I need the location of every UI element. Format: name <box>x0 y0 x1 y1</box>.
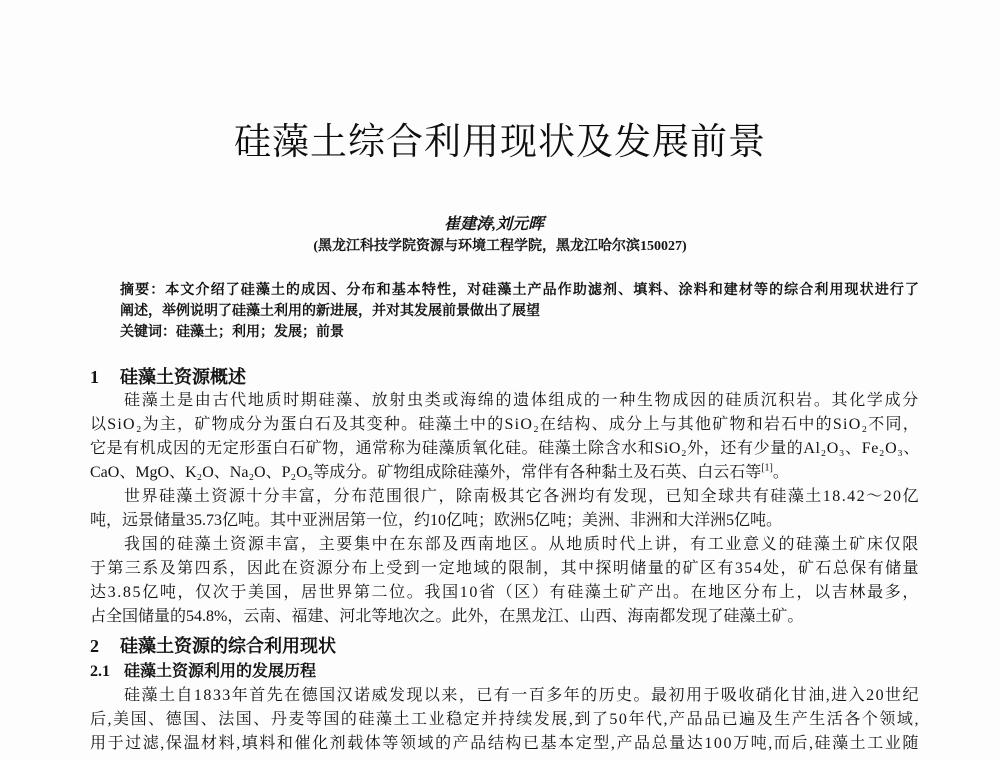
citation-ref: [1] <box>761 462 773 474</box>
paragraph <box>90 485 920 533</box>
body-line <box>90 732 920 756</box>
keywords-line <box>120 322 920 343</box>
paragraph <box>90 389 920 485</box>
body-line-text: 硅藻土是由古代地质时期硅藻、放射虫类或海绵的遗体组成的一种生物成因的硅质沉积岩。其化学成分 <box>124 392 920 409</box>
section-heading <box>90 634 920 658</box>
body-line-text: 吨，远景储量35.73亿吨。其中亚洲居第一位，约10亿吨；欧洲5亿吨；美洲、非洲和大洋洲5亿吨。 <box>90 512 783 529</box>
subsection-number: 2.1 <box>90 663 110 680</box>
body-line <box>90 437 920 461</box>
body-line-text: 达3.85亿吨，仅次于美国，居世界第二位。我国10省（区）有硅藻土矿产出。在地区分布上，以吉林最多， <box>90 584 920 601</box>
abstract-text: 本文介绍了硅藻土的成因、分布和基本特性，对硅藻土产品作助滤剂、填料、涂料和建材等的综合利用现状进行了 <box>165 283 921 298</box>
body-line-text: 以SiO₂为主，矿物成分为蛋白石及其变种。硅藻土中的SiO₂在结构、成分上与其他矿物和岩石中的SiO₂不同， <box>90 416 920 433</box>
author-list: 崔建涛,刘元晖 <box>443 216 544 233</box>
keywords-label: 关键词： <box>120 325 176 340</box>
body-line <box>90 461 920 485</box>
section-heading <box>90 365 920 389</box>
body-line-text: CaO、MgO、K₂O、Na₂O、P₂O₅等成分。矿物组成除硅藻外，常伴有各种黏土及石英、白云石等 <box>90 464 762 481</box>
keywords-text: 硅藻土；利用；发展；前景 <box>176 325 344 340</box>
paper-title: 硅藻土综合利用现状及发展前景 <box>234 122 766 163</box>
abstract-line <box>120 301 920 322</box>
body-line <box>90 533 920 557</box>
body-line-text: 它是有机成因的无定形蛋白石矿物，通常称为硅藻质氧化硅。硅藻土除含水和SiO₂外，还有少量的Al₂O₃、Fe₂O₃、 <box>90 440 920 457</box>
body-line-text: 于第三系及第四系，因此在资源分布上受到一定地域的限制，其中探明储量的矿区有354处，矿石总保有储量 <box>90 560 920 577</box>
body-line-text: 我国的硅藻土资源丰富，主要集中在东部及西南地区。从地质时代上讲，有工业意义的硅藻土矿床仅限 <box>124 536 920 553</box>
body-line <box>90 605 920 629</box>
subsection-heading <box>90 660 920 684</box>
body-line-text: 占全国储量的54.8%，云南、福建、河北等地次之。此外，在黑龙江、山西、海南都发现了硅藻土矿。 <box>90 608 804 625</box>
body-line-text: 用于过滤,保温材料,填料和催化剂载体等领域的产品结构已基本定型,产品总量达100万吨,而后,硅藻土工业随 <box>90 735 920 752</box>
subsection-title: 硅藻土资源利用的发展历程 <box>124 663 317 680</box>
abstract-line <box>120 280 920 301</box>
body-text <box>90 365 920 756</box>
body-line <box>90 485 920 509</box>
body-line <box>90 389 920 413</box>
body-line-text: 硅藻土自1833年首先在德国汉诺威发现以来，已有一百多年的历史。最初用于吸收硝化甘油,进入20世纪 <box>124 687 920 704</box>
section-title: 硅藻土资源的综合利用现状 <box>120 636 336 656</box>
body-line <box>90 708 920 732</box>
abstract-label: 摘要： <box>120 283 166 298</box>
paragraph <box>90 684 920 756</box>
body-line-text: 后,美国、德国、法国、丹麦等国的硅藻土工业稳定并持续发展,到了50年代,产品品已遍及生产生活各个领域, <box>90 711 920 728</box>
section-number: 2 <box>90 636 99 656</box>
body-line-text: 。 <box>772 464 789 481</box>
body-line <box>90 684 920 708</box>
body-line <box>90 581 920 605</box>
body-line <box>90 557 920 581</box>
body-line-text: 世界硅藻土资源十分丰富，分布范围很广，除南极其它各洲均有发现，已知全球共有硅藻土18.42～20亿 <box>124 488 920 505</box>
abstract-text: 阐述，举例说明了硅藻土利用的新进展，并对其发展前景做出了展望 <box>120 304 540 319</box>
author-affiliation: (黑龙江科技学院资源与环境工程学院，黑龙江哈尔滨150027) <box>313 239 687 254</box>
body-line <box>90 413 920 437</box>
section-number: 1 <box>90 367 99 387</box>
abstract-block <box>120 280 920 343</box>
section-title: 硅藻土资源概述 <box>120 367 246 387</box>
paragraph <box>90 533 920 629</box>
body-line <box>90 509 920 533</box>
